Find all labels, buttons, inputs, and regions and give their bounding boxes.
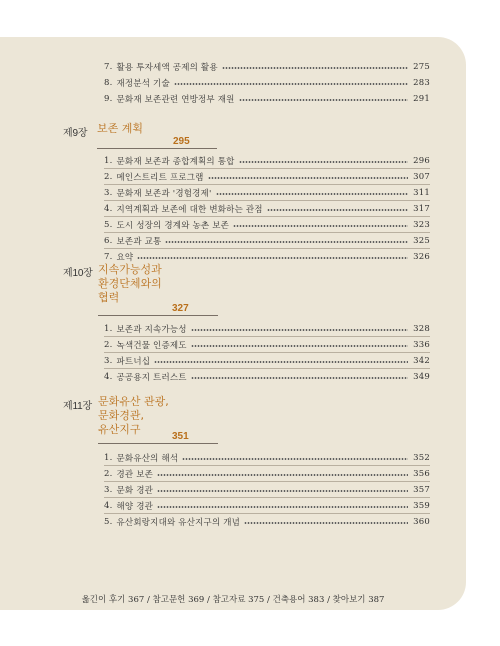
toc-entry-number: 5.: [104, 220, 113, 230]
toc-entry-title: 활용 투자세액 공제의 활용: [116, 63, 218, 73]
toc-entry-page: 360: [413, 517, 430, 527]
toc-entry-page: 356: [413, 469, 430, 479]
toc-entry[interactable]: [104, 498, 430, 514]
toc-entry-page: 336: [413, 340, 430, 350]
dot-leader: [216, 192, 408, 196]
chapter-title-line: 문화경관,: [98, 409, 145, 422]
dot-leader: [182, 457, 408, 461]
toc-entry-title: 파트너십: [116, 357, 151, 367]
dot-leader: [157, 473, 408, 477]
entry-separator: [104, 336, 430, 337]
entry-separator: [104, 481, 430, 482]
chapter-page-number: 295: [173, 136, 190, 147]
toc-entry-page: 275: [413, 62, 430, 72]
toc-entry-page: 357: [413, 485, 430, 495]
entry-separator: [104, 168, 430, 169]
toc-entry-page: 326: [413, 252, 430, 262]
dot-leader: [157, 489, 408, 493]
chapter-label: 제11장: [63, 401, 92, 412]
chapter-label: 제9장: [63, 128, 88, 139]
toc-entry-title: 보존과 교통: [116, 237, 162, 247]
toc-entry-number: 4.: [104, 501, 113, 511]
dot-leader: [239, 160, 408, 164]
dot-leader: [191, 376, 408, 380]
chapter-title[interactable]: [98, 263, 162, 305]
toc-entry-page: 352: [413, 453, 430, 463]
toc-entry[interactable]: [104, 466, 430, 482]
toc-entry-number: 1.: [104, 453, 113, 463]
toc-entry-page: 349: [413, 372, 430, 382]
toc-entry-title: 재정분석 기술: [116, 79, 170, 89]
toc-entry[interactable]: [104, 75, 430, 91]
entry-separator: [104, 352, 430, 353]
toc-entry[interactable]: [104, 514, 430, 530]
toc-entry-number: 3.: [104, 188, 113, 198]
toc-entry-number: 7.: [104, 62, 113, 72]
entry-separator: [104, 497, 430, 498]
toc-entry-number: 5.: [104, 517, 113, 527]
toc-entry-number: 9.: [104, 94, 113, 104]
entry-separator: [104, 513, 430, 514]
toc-entry-number: 7.: [104, 252, 113, 262]
toc-entry[interactable]: [104, 353, 430, 369]
toc-entry[interactable]: [104, 369, 430, 385]
toc-entry-page: 311: [413, 188, 430, 198]
dot-leader: [222, 66, 408, 70]
chapter-page-number: 327: [172, 303, 189, 314]
dot-leader: [154, 360, 408, 364]
chapter-title-line: 환경단체와의: [98, 277, 162, 290]
chapter-label: 제10장: [63, 268, 93, 279]
chapter-title-line: 협력: [98, 291, 120, 304]
entry-separator: [104, 184, 430, 185]
toc-entry-page: 291: [413, 94, 430, 104]
toc-entry-number: 2.: [104, 172, 113, 182]
chapter-title-line: 문화유산 관광,: [98, 395, 169, 408]
toc-entry-number: 8.: [104, 78, 113, 88]
toc-entry[interactable]: [104, 185, 430, 201]
chapter-divider: [98, 443, 218, 444]
toc-entry[interactable]: [104, 169, 430, 185]
chapter-title[interactable]: [98, 395, 169, 437]
toc-entry[interactable]: [104, 91, 430, 107]
toc-entry-title: 도시 성장의 경계와 농촌 보존: [116, 221, 230, 231]
toc-entry[interactable]: [104, 201, 430, 217]
toc-entry[interactable]: [104, 59, 430, 75]
toc-entry[interactable]: [104, 337, 430, 353]
dot-leader: [267, 208, 408, 212]
dot-leader: [208, 176, 408, 180]
chapter-page-number: 351: [172, 431, 189, 442]
chapter-divider: [97, 148, 217, 149]
toc-entry-title: 요약: [116, 253, 134, 263]
toc-entry-page: 296: [413, 156, 430, 166]
toc-entry-title: 유산회랑지대와 유산지구의 개념: [116, 518, 241, 528]
entry-separator: [104, 216, 430, 217]
toc-entry-title: 녹색건물 인증제도: [116, 341, 187, 351]
toc-entry[interactable]: [104, 450, 430, 466]
toc-entry[interactable]: [104, 482, 430, 498]
entry-separator: [104, 232, 430, 233]
toc-entry-title: 지역계획과 보존에 대한 변화하는 관점: [116, 205, 263, 215]
chapter-title[interactable]: [97, 122, 143, 136]
toc-entry-title: 문화재 보존과 종합계획의 통합: [116, 157, 235, 167]
toc-entry-page: 323: [413, 220, 430, 230]
toc-entry-title: 문화유산의 해석: [116, 454, 179, 464]
entry-separator: [104, 248, 430, 249]
toc-entry-page: 317: [413, 204, 430, 214]
toc-entry-number: 6.: [104, 236, 113, 246]
toc-entry[interactable]: [104, 153, 430, 169]
toc-entry-number: 2.: [104, 469, 113, 479]
toc-entry[interactable]: [104, 217, 430, 233]
toc-entry-page: 283: [413, 78, 430, 88]
dot-leader: [233, 224, 408, 228]
toc-entry-title: 메인스트리트 프로그램: [116, 173, 204, 183]
back-matter-line: 옮긴이 후기 367 / 참고문헌 369 / 참고자료 375 / 건축용어 383 / 찾아보기 387: [81, 595, 385, 605]
toc-entry-number: 4.: [104, 372, 113, 382]
toc-entry-title: 공공용지 트러스트: [116, 373, 187, 383]
toc-entry-page: 307: [413, 172, 430, 182]
toc-entry-title: 해양 경관: [116, 502, 154, 512]
dot-leader: [191, 344, 408, 348]
toc-entry-number: 3.: [104, 485, 113, 495]
dot-leader: [137, 256, 408, 260]
toc-entry-title: 경관 보존: [116, 470, 154, 480]
toc-entry-number: 2.: [104, 340, 113, 350]
entry-separator: [104, 200, 430, 201]
toc-entry-number: 1.: [104, 324, 113, 334]
toc-entry[interactable]: [104, 321, 430, 337]
chapter-title-line: 지속가능성과: [98, 263, 162, 276]
dot-leader: [174, 82, 408, 86]
entry-separator: [104, 465, 430, 466]
dot-leader: [244, 521, 408, 525]
chapter-divider: [98, 315, 218, 316]
toc-entry-title: 문화재 보존과 '경험경제': [116, 189, 212, 199]
toc-entry-number: 3.: [104, 356, 113, 366]
toc-entry-page: 359: [413, 501, 430, 511]
entry-separator: [104, 368, 430, 369]
toc-entry-title: 문화 경관: [116, 486, 154, 496]
dot-leader: [157, 505, 408, 509]
toc-entry[interactable]: [104, 233, 430, 249]
toc-entry-number: 1.: [104, 156, 113, 166]
toc-entry-page: 342: [413, 356, 430, 366]
chapter-title-line: 보존 계획: [97, 122, 144, 135]
toc-entry-page: 328: [413, 324, 430, 334]
dot-leader: [165, 240, 408, 244]
toc-panel: [0, 37, 466, 610]
dot-leader: [239, 98, 408, 102]
chapter-title-line: 유산지구: [98, 423, 141, 436]
toc-entry-page: 325: [413, 236, 430, 246]
toc-entry-title: 보존과 지속가능성: [116, 325, 187, 335]
dot-leader: [191, 328, 408, 332]
toc-entry-title: 문화재 보존관련 연방정부 재원: [116, 95, 235, 105]
toc-entry-number: 4.: [104, 204, 113, 214]
